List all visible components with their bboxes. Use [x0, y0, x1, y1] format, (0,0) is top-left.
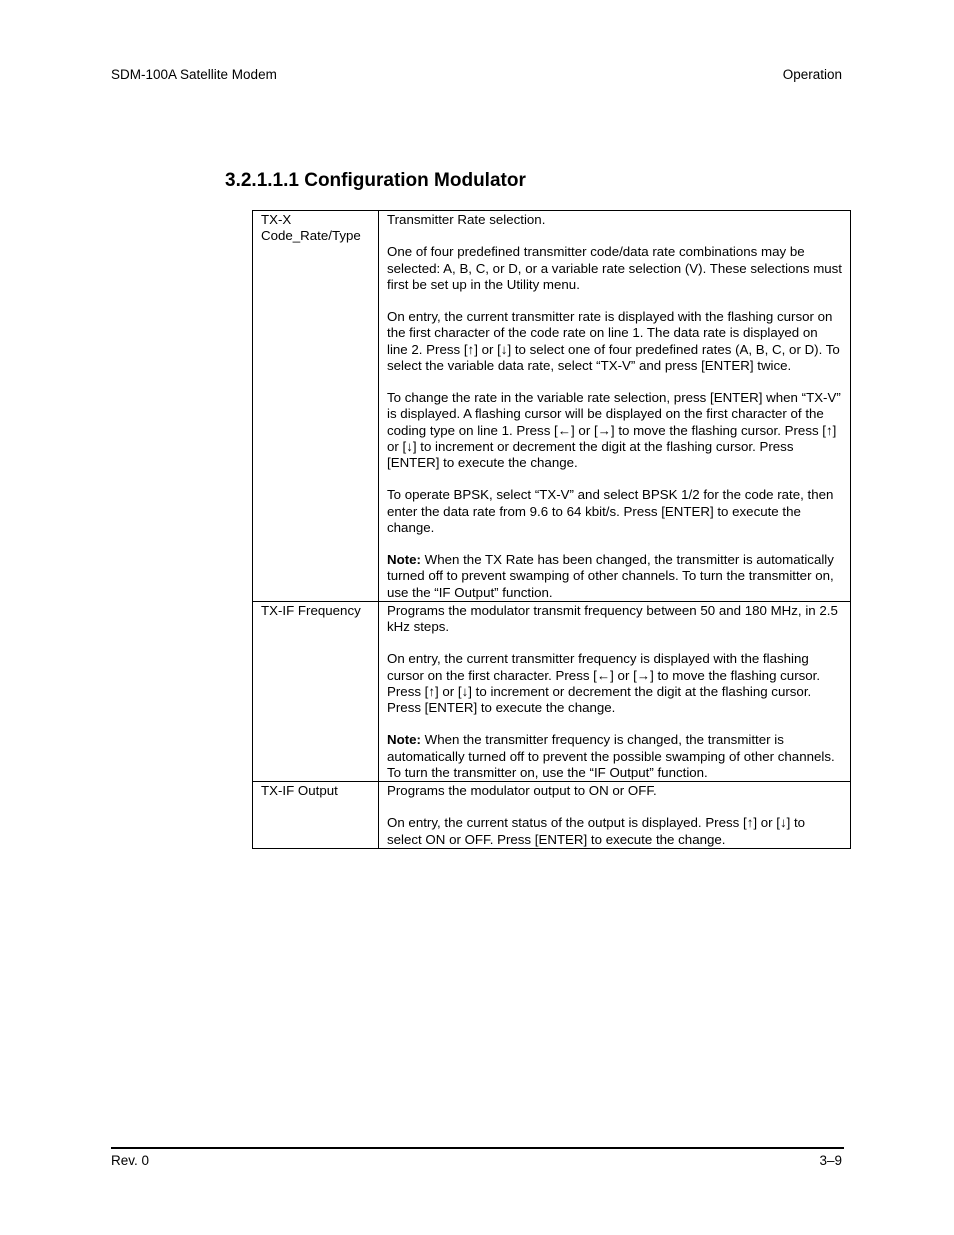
- paragraph-text: On entry, the current transmitter frequency is displayed with the flashing cursor on the first character. Press [←] or [→] to move the flashing cursor. Press [↑] or [↓] to increment or decrement the digit at the flashing cursor. Press [ENTER] to execute the change.: [387, 651, 821, 715]
- description-paragraph: [387, 552, 842, 601]
- parameter-description-cell: [379, 211, 851, 602]
- paragraph-text: When the transmitter frequency is changed, the transmitter is automatically turned off to prevent the possible swamping of other channels. To turn the transmitter on, use the “IF Output” function.: [387, 732, 835, 780]
- description-paragraph: [387, 244, 842, 293]
- table-row: [253, 601, 851, 781]
- description-paragraph: [387, 487, 842, 536]
- description-paragraph: [387, 390, 842, 471]
- description-paragraph: [387, 783, 842, 799]
- parameter-name-cell: [253, 601, 379, 781]
- description-paragraph: [387, 212, 842, 228]
- paragraph-text: To change the rate in the variable rate selection, press [ENTER] when “TX-V” is displayed. A flashing cursor will be displayed on the first character of the coding type on line 1. Press [←] or [→] to move the flashing cursor. Press [↑] or [↓] to increment or decrement the digit at the flashing cursor. Press [ENTER] to execute the change.: [387, 390, 841, 470]
- parameter-name-line: TX-IF Output: [261, 783, 338, 798]
- footer-page-number: 3–9: [819, 1153, 842, 1168]
- parameter-description-cell: [379, 782, 851, 849]
- parameter-table: [252, 210, 851, 849]
- paragraph-text: Transmitter Rate selection.: [387, 212, 546, 227]
- paragraph-text: On entry, the current transmitter rate is displayed with the flashing cursor on the first character of the code rate on line 1. The data rate is displayed on line 2. Press [↑] or [↓] to select one of four predefined rates (A, B, C, or D). To select the variable data rate, select “TX-V” and press [ENTER] twice.: [387, 309, 840, 373]
- parameter-description-cell: [379, 601, 851, 781]
- paragraph-text: Programs the modulator output to ON or OFF.: [387, 783, 657, 798]
- parameter-name-cell: [253, 211, 379, 602]
- header-chapter-name: Operation: [782, 67, 842, 82]
- footer-revision: Rev. 0: [111, 1153, 150, 1168]
- paragraph-text: To operate BPSK, select “TX-V” and select BPSK 1/2 for the code rate, then enter the data rate from 9.6 to 64 kbit/s. Press [ENTER] to execute the change.: [387, 487, 834, 535]
- section-title: 3.2.1.1.1 Configuration Modulator: [225, 170, 526, 191]
- header-document-title: SDM-100A Satellite Modem: [111, 67, 277, 82]
- note-label: Note:: [387, 732, 421, 748]
- parameter-name-cell: [253, 782, 379, 849]
- paragraph-text: When the TX Rate has been changed, the transmitter is automatically turned off to prevent swamping of other channels. To turn the transmitter on, use the “IF Output” function.: [387, 552, 834, 600]
- description-paragraph: [387, 651, 842, 716]
- description-paragraph: [387, 815, 842, 847]
- table-row: [253, 782, 851, 849]
- note-label: Note:: [387, 552, 421, 568]
- parameter-name-line: TX-IF Frequency: [261, 602, 361, 618]
- description-paragraph: [387, 732, 842, 781]
- paragraph-text: On entry, the current status of the output is displayed. Press [↑] or [↓] to select ON or OFF. Press [ENTER] to execute the change.: [387, 815, 806, 847]
- parameter-name-line: Code_Rate/Type: [261, 228, 361, 244]
- paragraph-text: One of four predefined transmitter code/data rate combinations may be selected: A, B, C, or D, or a variable rate selection (V). These selections must first be set up in the Utility menu.: [387, 244, 843, 292]
- parameter-name-line: TX-X: [261, 212, 292, 227]
- table-row: [253, 211, 851, 602]
- parameter-table-body: [253, 211, 851, 849]
- footer-divider: [111, 1147, 844, 1149]
- paragraph-text: Programs the modulator transmit frequency between 50 and 180 MHz, in 2.5 kHz steps.: [387, 602, 838, 634]
- description-paragraph: [387, 309, 842, 374]
- description-paragraph: [387, 603, 842, 635]
